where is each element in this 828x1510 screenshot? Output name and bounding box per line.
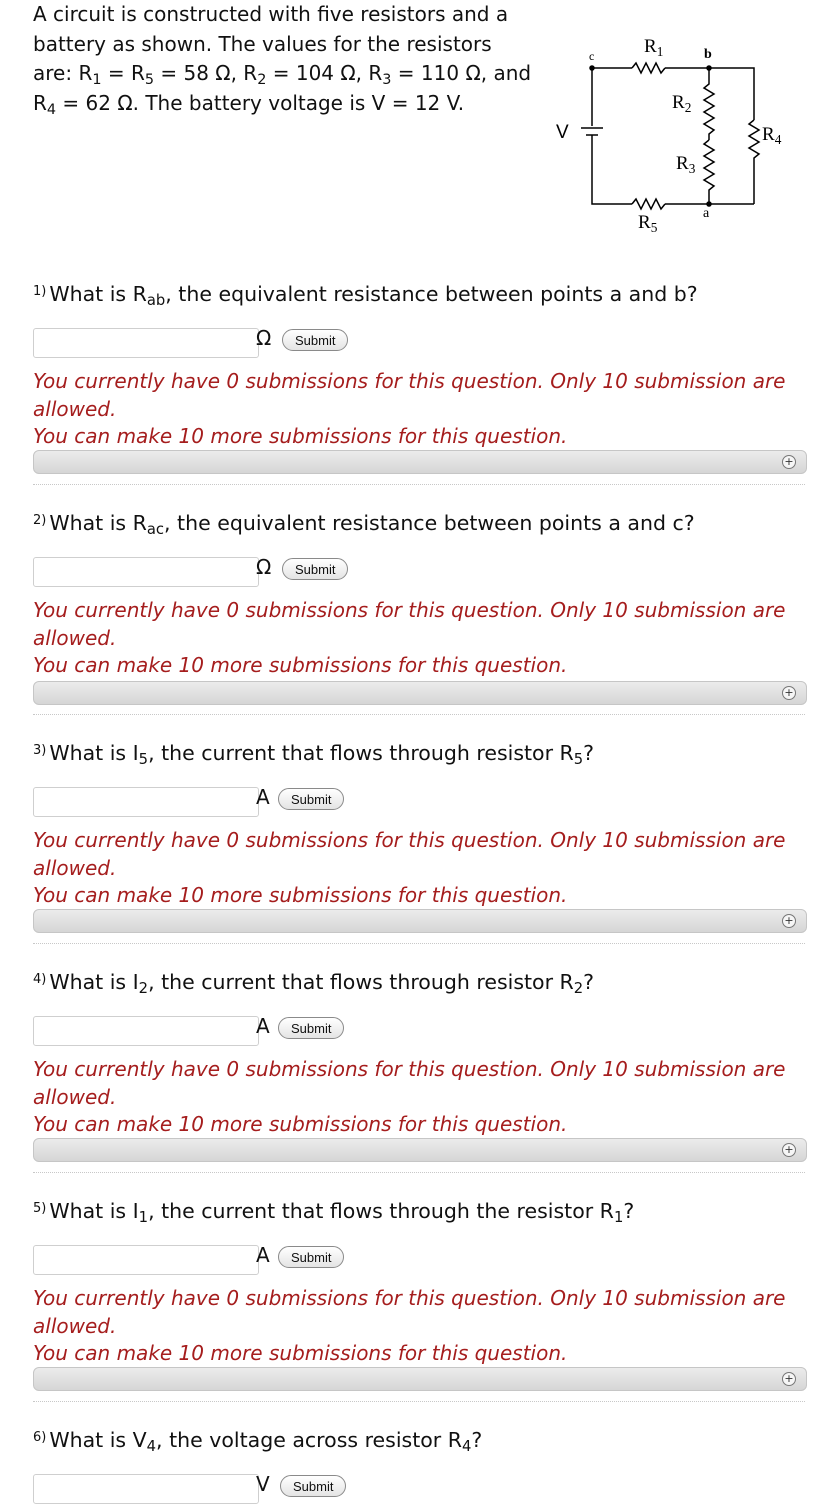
label-r5: $R_5$: [638, 212, 658, 235]
plus-circle-icon[interactable]: +: [782, 1143, 796, 1157]
submit-button[interactable]: Submit: [282, 329, 348, 351]
divider: [33, 1401, 805, 1402]
submission-message: [33, 597, 813, 680]
question-number: 2): [33, 513, 47, 528]
r4-zigzag: [749, 120, 759, 204]
hint-bar[interactable]: [33, 681, 807, 705]
answer-input[interactable]: [33, 1245, 259, 1275]
submission-allowed-text: allowed.: [33, 855, 117, 880]
unit-label: A: [256, 1243, 270, 1267]
submission-remaining-text: You can make 10 more submissions for this question.: [33, 424, 568, 448]
question-prompt: What is $I_2$, the current that flows through resistor $R_2$?: [49, 970, 595, 998]
r3-zigzag: [704, 140, 714, 204]
intro-line: $R_4 = 62$ Ω. The battery voltage is V = 12 V.: [33, 90, 465, 118]
question-text: [33, 1428, 483, 1456]
question-text: [33, 511, 695, 539]
submission-message: [33, 1285, 813, 1368]
hint-bar[interactable]: [33, 1138, 807, 1162]
r2-zigzag: [704, 68, 714, 140]
question-number: 1): [33, 284, 47, 299]
intro-line: battery as shown. The values for the resistors: [33, 31, 492, 56]
divider: [33, 943, 805, 944]
submission-remaining-text: You can make 10 more submissions for this question.: [33, 1341, 568, 1365]
submission-message: [33, 827, 813, 910]
battery-icon: [581, 128, 603, 135]
submit-button[interactable]: Submit: [278, 1246, 344, 1268]
submit-button[interactable]: Submit: [278, 788, 344, 810]
hint-bar[interactable]: [33, 450, 807, 474]
submission-message: [33, 368, 813, 451]
plus-circle-icon[interactable]: +: [782, 455, 796, 469]
submission-count-text: You currently have 0 submissions for this question. Only 10 submission are: [33, 598, 786, 622]
r1-zigzag: [632, 63, 665, 73]
question-text: [33, 282, 698, 310]
question-prompt: What is $R_{ab}$, the equivalent resistance between points a and b?: [49, 282, 698, 310]
submission-count-text: You currently have 0 submissions for this question. Only 10 submission are: [33, 828, 786, 852]
question-prompt: What is $R_{ac}$, the equivalent resistance between points a and c?: [49, 511, 695, 539]
label-r4: $R_4$: [762, 124, 782, 147]
divider: [33, 484, 805, 485]
submit-button[interactable]: Submit: [278, 1017, 344, 1039]
submission-allowed-text: allowed.: [33, 396, 117, 421]
plus-circle-icon[interactable]: +: [782, 686, 796, 700]
intro-line: A circuit is constructed with five resistors and a: [33, 2, 509, 26]
submission-count-text: You currently have 0 submissions for this question. Only 10 submission are: [33, 1057, 786, 1081]
answer-input[interactable]: [33, 1016, 259, 1046]
label-r1: $R_1$: [644, 36, 664, 59]
question-text: [33, 741, 595, 769]
unit-label: V: [256, 1472, 270, 1496]
submission-count-text: You currently have 0 submissions for this question. Only 10 submission are: [33, 369, 786, 393]
submission-count-text: You currently have 0 submissions for this question. Only 10 submission are: [33, 1286, 786, 1310]
answer-input[interactable]: [33, 1474, 259, 1504]
unit-label: A: [256, 1014, 270, 1038]
question-number: 3): [33, 743, 47, 758]
label-v: V: [556, 122, 569, 143]
submission-remaining-text: You can make 10 more submissions for this question.: [33, 883, 568, 907]
answer-input[interactable]: [33, 557, 259, 587]
answer-input[interactable]: [33, 328, 259, 358]
question-prompt: What is $I_5$, the current that flows through resistor $R_5$?: [49, 741, 595, 769]
submission-message: [33, 1056, 813, 1139]
node-b: [707, 66, 711, 70]
question-text: [33, 1199, 635, 1227]
divider: [33, 1172, 805, 1173]
plus-circle-icon[interactable]: +: [782, 914, 796, 928]
question-number: 5): [33, 1201, 47, 1216]
unit-label: Ω: [256, 555, 272, 579]
submission-allowed-text: allowed.: [33, 1313, 117, 1338]
submission-allowed-text: allowed.: [33, 1084, 117, 1109]
label-a: a: [703, 206, 710, 221]
plus-circle-icon[interactable]: +: [782, 1372, 796, 1386]
hint-bar[interactable]: [33, 909, 807, 933]
question-prompt: What is $V_4$, the voltage across resistor $R_4$?: [49, 1428, 483, 1456]
unit-label: A: [256, 785, 270, 809]
r5-zigzag: [632, 199, 665, 209]
label-b: b: [704, 47, 712, 62]
label-c: c: [589, 49, 595, 63]
answer-input[interactable]: [33, 787, 259, 817]
divider: [33, 714, 805, 715]
wire-left-bottom: [592, 135, 632, 204]
submit-button[interactable]: Submit: [280, 1475, 346, 1497]
submit-button[interactable]: Submit: [282, 558, 348, 580]
hint-bar[interactable]: [33, 1367, 807, 1391]
question-prompt: What is $I_1$, the current that flows through the resistor $R_1$?: [49, 1199, 635, 1227]
question-number: 6): [33, 1430, 47, 1445]
submission-remaining-text: You can make 10 more submissions for this question.: [33, 653, 568, 677]
problem-statement: [33, 0, 533, 118]
question-number: 4): [33, 972, 47, 987]
label-r3: $R_3$: [676, 153, 696, 176]
submission-allowed-text: allowed.: [33, 625, 117, 650]
node-c: [590, 66, 594, 70]
intro-line: are: $R_1 = R_5 = 58$ Ω, $R_2 = 104$ Ω, $R_3 = 110$ Ω, and: [33, 61, 532, 89]
label-r2: $R_2$: [672, 92, 692, 115]
submission-remaining-text: You can make 10 more submissions for this question.: [33, 1112, 568, 1136]
question-text: [33, 970, 595, 998]
unit-label: Ω: [256, 326, 272, 350]
circuit-diagram: [548, 28, 808, 244]
